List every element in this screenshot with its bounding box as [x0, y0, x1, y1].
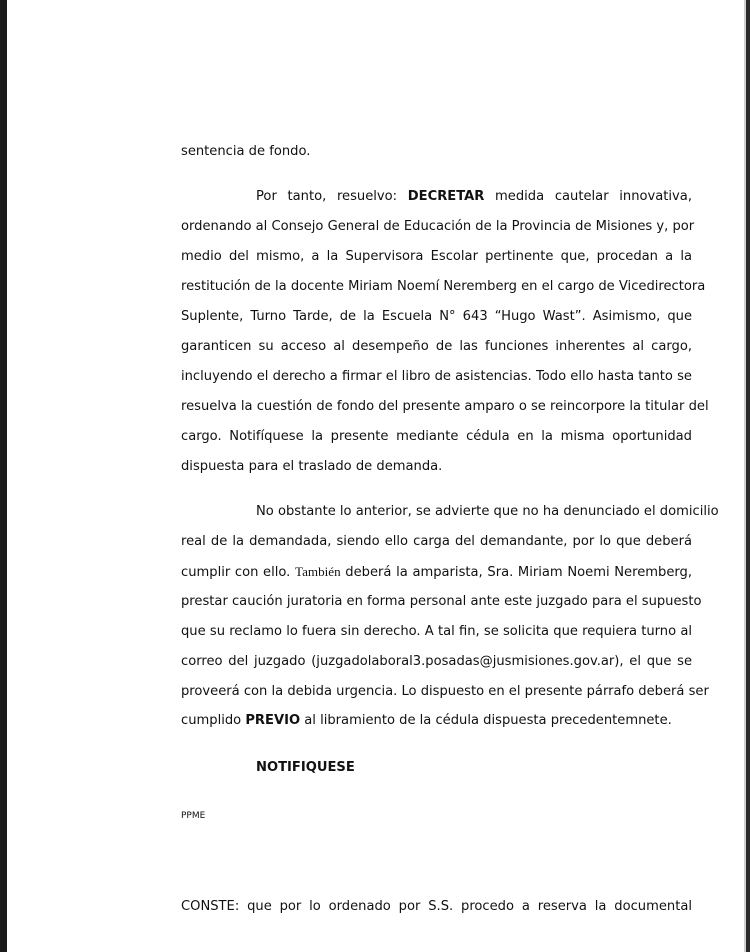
decretar-keyword: DECRETAR: [407, 189, 485, 204]
notice-line-2: real de la demandada, siendo ello carga del demandante, por lo que deberá: [181, 534, 692, 549]
tambien-word: También: [295, 564, 341, 579]
notice-line-8: [181, 712, 692, 730]
notice-line-7: proveerá con la debida urgencia. Lo dispuesto en el presente párrafo deberá ser: [181, 684, 709, 699]
resolution-measure: medida cautelar innovativa,: [484, 189, 692, 204]
resolution-line-4: restitución de la docente Miriam Noemí Neremberg en el cargo de Vicedirectora: [181, 279, 706, 294]
notice-line-8-start: cumplido: [181, 713, 246, 728]
resolution-line-1: [256, 188, 692, 206]
notice-line-3: [181, 563, 692, 582]
line-sentencia: sentencia de fondo.: [181, 144, 311, 159]
right-page-edge: [746, 0, 750, 952]
left-page-edge: [0, 0, 7, 952]
notice-line-3-start: cumplir con ello.: [181, 565, 296, 580]
resolution-line-3: medio del mismo, a la Supervisora Escolar pertinente que, procedan a la: [181, 249, 692, 264]
resolution-line-9: cargo. Notifíquese la presente mediante cédula en la misma oportunidad: [181, 429, 692, 444]
notice-line-1: No obstante lo anterior, se advierte que no ha denunciado el domicilio: [256, 504, 719, 519]
resolution-line-7: incluyendo el derecho a firmar el libro de asistencias. Todo ello hasta tanto se: [181, 369, 692, 384]
notice-line-8-end: al libramiento de la cédula dispuesta precedentemnete.: [300, 713, 672, 728]
notice-line-6: correo del juzgado (juzgadolaboral3.posadas@jusmisiones.gov.ar), el que se: [181, 654, 692, 669]
conste-line: CONSTE: que por lo ordenado por S.S. procedo a reserva la documental: [181, 899, 692, 914]
resolution-line-10: dispuesta para el traslado de demanda.: [181, 459, 443, 474]
initials: PPME: [181, 811, 206, 821]
notifiquese-heading: NOTIFIQUESE: [256, 760, 355, 775]
resolution-line-5: Suplente, Turno Tarde, de la Escuela N° 643 “Hugo Wast”. Asimismo, que: [181, 309, 692, 324]
notice-line-5: que su reclamo lo fuera sin derecho. A tal fin, se solicita que requiera turno al: [181, 624, 692, 639]
resolution-line-2: ordenando al Consejo General de Educación de la Provincia de Misiones y, por: [181, 219, 695, 234]
notice-line-4: prestar caución juratoria en forma personal ante este juzgado para el supuesto: [181, 594, 702, 609]
previo-keyword: PREVIO: [245, 713, 301, 728]
notice-line-3-end: deberá la amparista, Sra. Miriam Noemi Neremberg,: [340, 565, 692, 580]
resolution-line-6: garanticen su acceso al desempeño de las funciones inherentes al cargo,: [181, 339, 692, 354]
resolution-line-8: resuelva la cuestión de fondo del presente amparo o se reincorpore la titular del: [181, 399, 709, 414]
resolution-intro: Por tanto, resuelvo:: [256, 189, 408, 204]
